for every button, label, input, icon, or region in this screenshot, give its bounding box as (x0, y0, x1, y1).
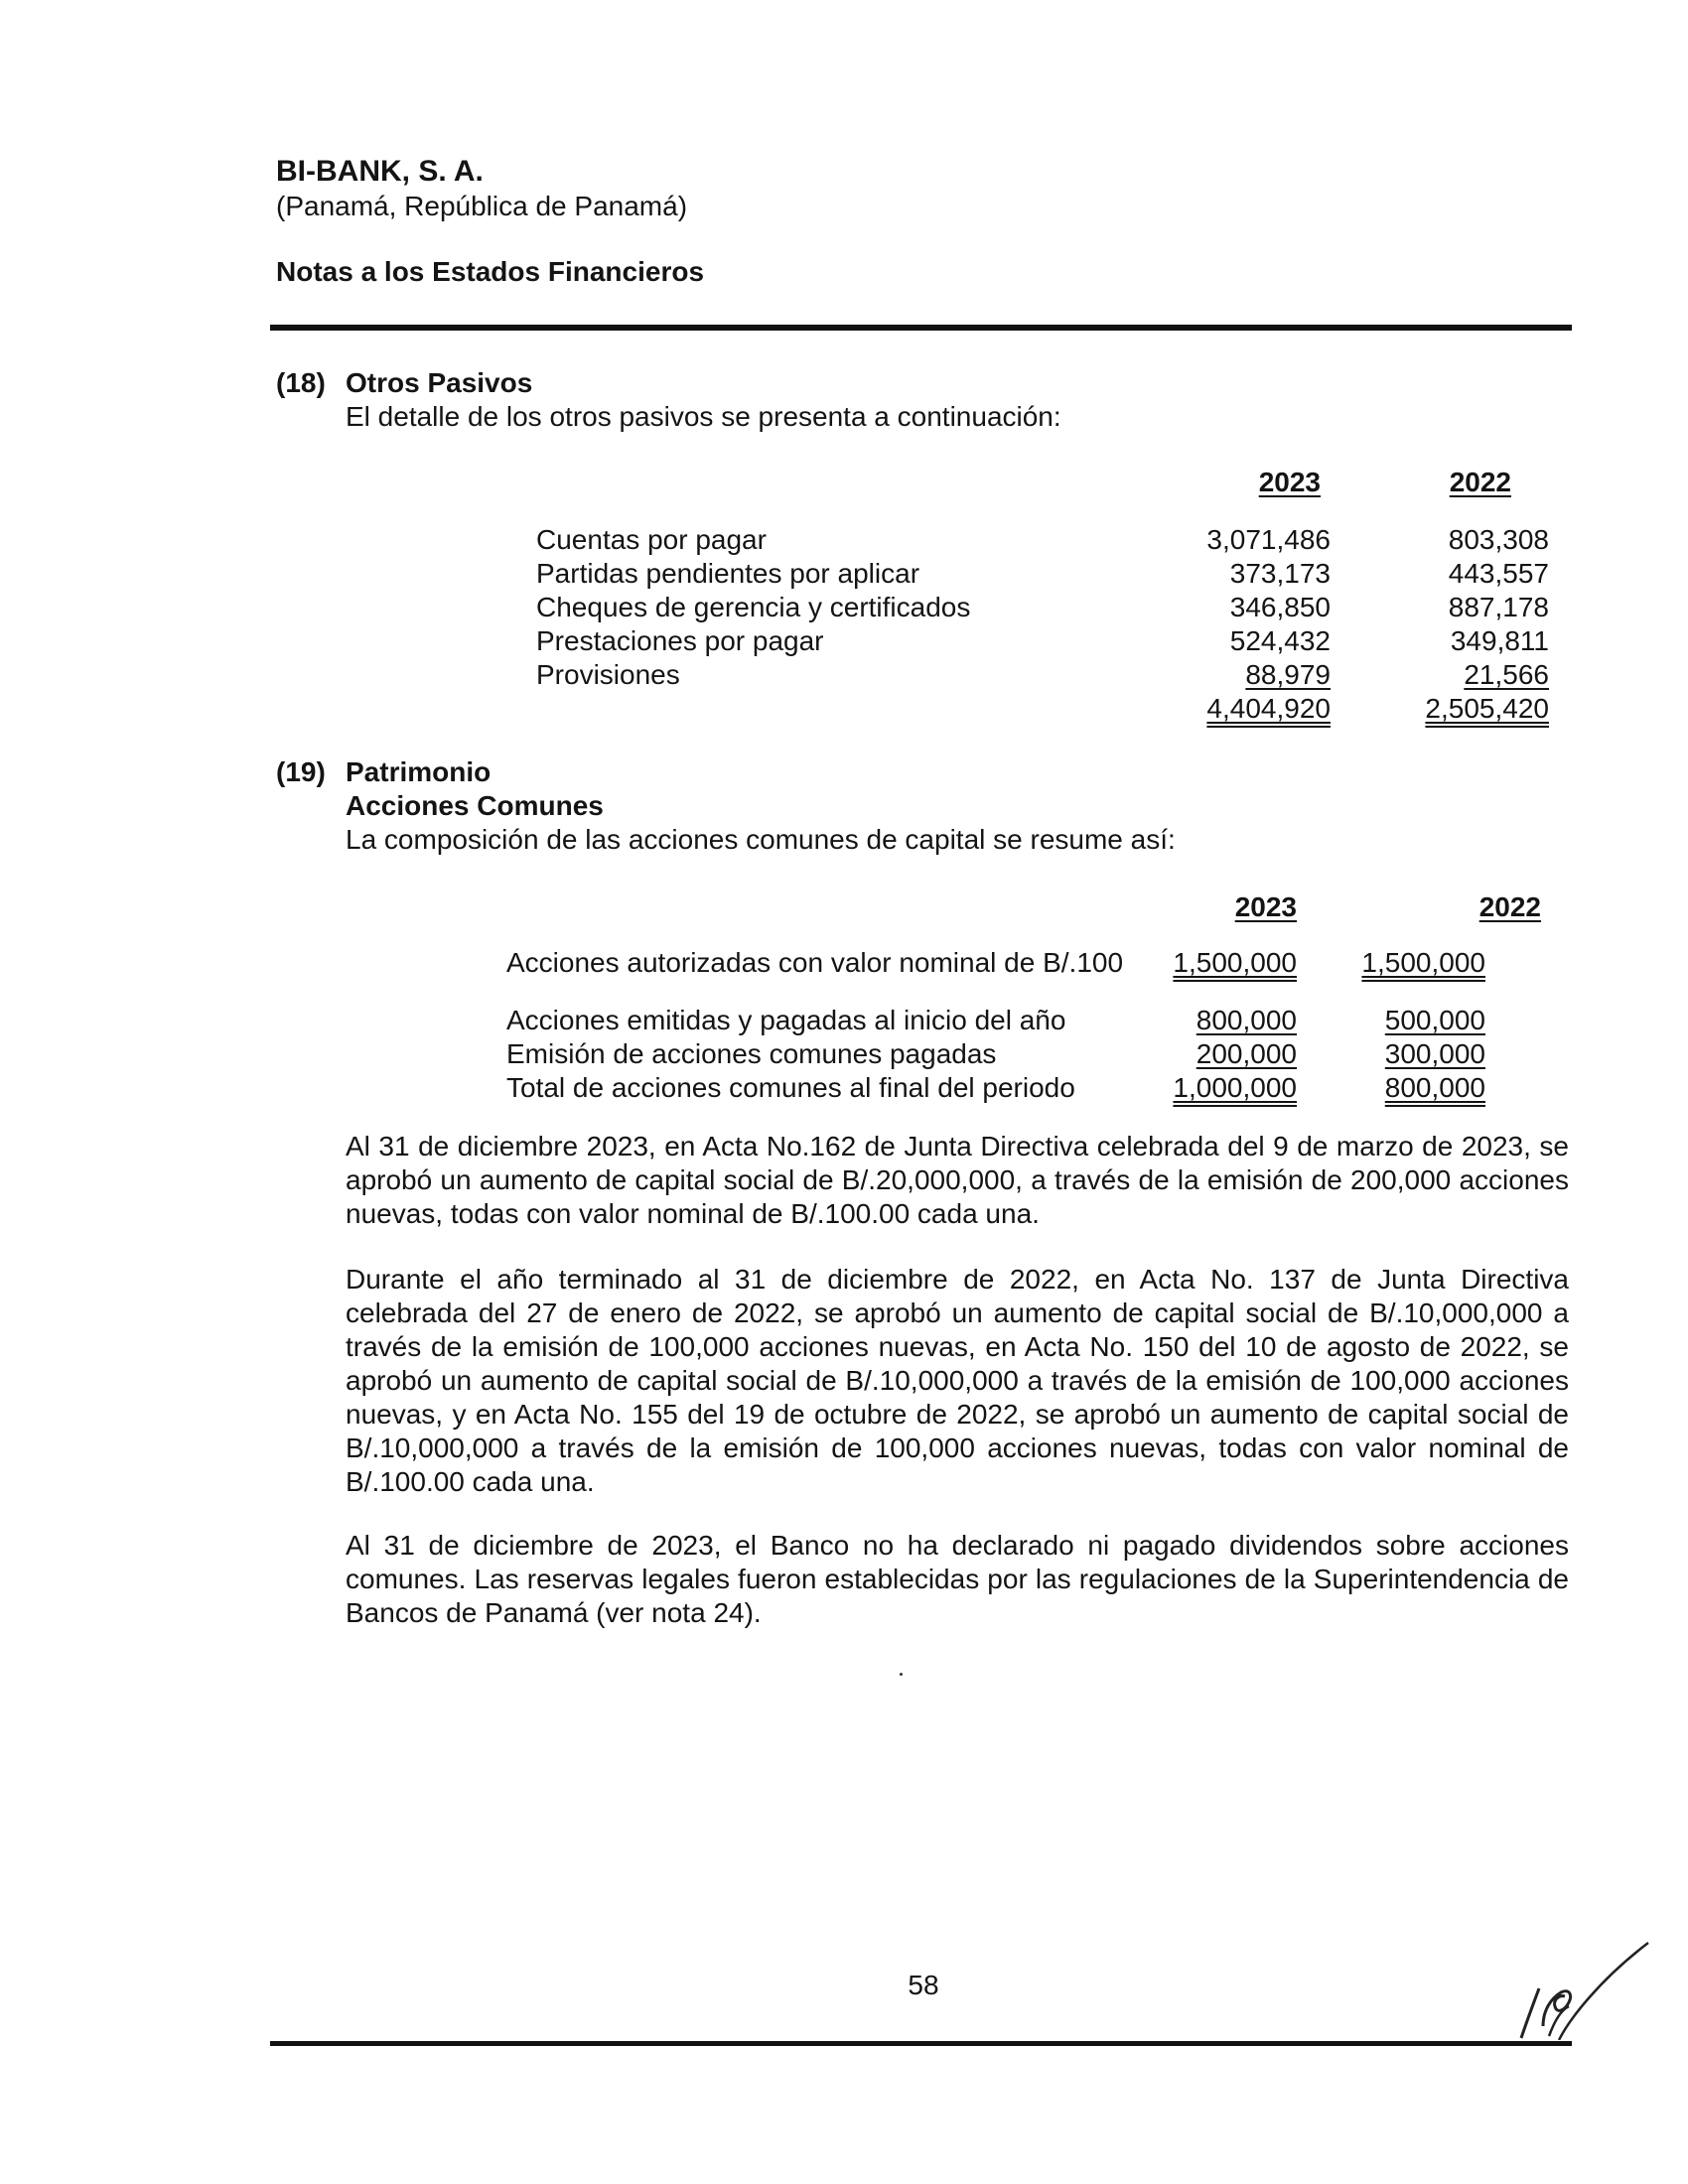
row-label: Partidas pendientes por aplicar (536, 558, 920, 589)
value-2023: 346,850 (1229, 592, 1331, 622)
value-2023: 88,979 (1245, 659, 1331, 690)
s19-year-2023: 2023 (1234, 891, 1297, 922)
paragraph: Al 31 de diciembre 2023, en Acta No.162 de Junta Directiva celebrada del 9 de marzo de 2023, se aprobó un aumento de capital social de B/.20,000,000, a través de la emisión de 200,000 acciones nuevas, todas con valor nominal de B/.100.00 cada una. (346, 1131, 1569, 1229)
value-2023: 3,071,486 (1206, 524, 1331, 555)
stray-dot (900, 1673, 903, 1676)
value-2022: 500,000 (1384, 1005, 1485, 1035)
section-18-number: (18) (276, 367, 326, 398)
value-2022: 443,557 (1448, 558, 1549, 589)
document-title: Notas a los Estados Financieros (276, 256, 705, 287)
total-2023: 4,404,920 (1206, 693, 1331, 724)
page-number: 58 (908, 1970, 939, 2000)
paragraph: Al 31 de diciembre de 2023, el Banco no ha declarado ni pagado dividendos sobre acciones comunes. Las reservas legales fueron establecidas por las regulaciones de la Superintendencia de Bancos de Panamá (ver nota 24). (346, 1530, 1569, 1628)
company-location: (Panamá, República de Panamá) (276, 191, 688, 221)
total-2022: 2,505,420 (1425, 693, 1549, 724)
s18-year-2023: 2023 (1258, 467, 1321, 497)
value-2022: 803,308 (1448, 524, 1549, 555)
s18-year-2022: 2022 (1449, 467, 1511, 497)
section-19-subtitle: Acciones Comunes (346, 790, 604, 821)
value-2022: 21,566 (1464, 659, 1549, 690)
row-label: Acciones autorizadas con valor nominal de B/.100 (506, 947, 1124, 978)
section-19-number: (19) (276, 756, 326, 787)
company-name: BI-BANK, S. A. (276, 155, 484, 188)
value-2022: 300,000 (1384, 1038, 1485, 1069)
value-2023: 200,000 (1196, 1038, 1297, 1069)
value-2023: 524,432 (1229, 625, 1331, 656)
section-18-title: Otros Pasivos (346, 367, 533, 398)
row-label: Prestaciones por pagar (536, 625, 824, 656)
value-2022: 800,000 (1384, 1072, 1485, 1103)
row-label: Total de acciones comunes al final del periodo (506, 1072, 1075, 1103)
other-liabilities-table (536, 524, 1569, 723)
value-2023: 800,000 (1196, 1005, 1297, 1035)
section-19-title: Patrimonio (346, 756, 492, 787)
header-divider (270, 325, 1572, 331)
value-2023: 1,500,000 (1173, 947, 1297, 978)
value-2023: 1,000,000 (1173, 1072, 1297, 1103)
row-label: Cuentas por pagar (536, 524, 767, 555)
value-2022: 349,811 (1450, 625, 1549, 656)
section-18-intro: El detalle de los otros pasivos se presenta a continuación: (346, 401, 1061, 432)
common-shares-table (506, 947, 1569, 1106)
signature-icon (1499, 1941, 1658, 2040)
footer-divider (270, 2041, 1572, 2046)
section-19-intro: La composición de las acciones comunes de capital se resume así: (346, 824, 1176, 855)
row-label: Emisión de acciones comunes pagadas (506, 1038, 997, 1069)
value-2023: 373,173 (1229, 558, 1331, 589)
row-label: Acciones emitidas y pagadas al inicio del año (506, 1005, 1066, 1035)
row-label: Cheques de gerencia y certificados (536, 592, 971, 622)
s19-year-2022: 2022 (1478, 891, 1541, 922)
value-2022: 887,178 (1448, 592, 1549, 622)
row-label: Provisiones (536, 659, 680, 690)
paragraph: Durante el año terminado al 31 de diciembre de 2022, en Acta No. 137 de Junta Directiva celebrada del 27 de enero de 2022, se aprobó un aumento de capital social de B/.10,000,000 a través de la emisión de 100,000 acciones nuevas, en Acta No. 150 del 10 de agosto de 2022, se aprobó un aumento de capital social de B/.10,000,000 a través de la emisión de 100,000 acciones nuevas, y en Acta No. 155 del 19 de octubre de 2022, se aprobó un aumento de capital social de B/.10,000,000 a través de la emisión de 100,000 acciones nuevas, todas con valor nominal de B/.100.00 cada una. (346, 1264, 1569, 1497)
value-2022: 1,500,000 (1361, 947, 1485, 978)
